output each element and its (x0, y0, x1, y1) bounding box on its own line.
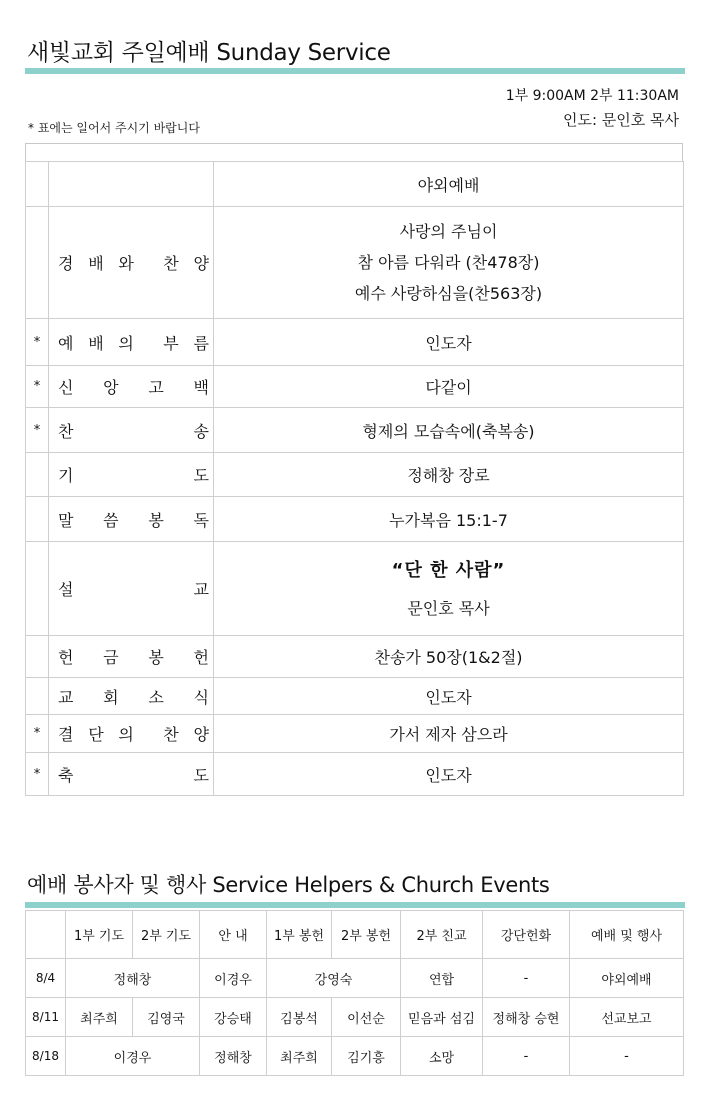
order-row (26, 497, 684, 542)
order-item-content (214, 207, 684, 319)
pastor-label: 인도: 문인호 목사 (562, 111, 679, 129)
order-header-label: 야외예배 (214, 162, 684, 207)
order-row (26, 319, 684, 366)
standing-mark (26, 497, 49, 542)
order-row (26, 366, 684, 408)
order-item-name: 예 배 의 부 름 (49, 319, 214, 366)
standing-mark: * (26, 753, 49, 796)
standing-mark (26, 207, 49, 319)
order-item-content: 인도자 (214, 319, 684, 366)
standing-mark: * (26, 366, 49, 408)
table-row: 8/18 이경우 정해창 최주희 김기흥 소망 - - (26, 1037, 684, 1076)
table-top-strip (25, 143, 683, 161)
order-item-content: 인도자 (214, 753, 684, 796)
column-header: 2부 봉헌 (332, 911, 401, 959)
order-item-content: 다같이 (214, 366, 684, 408)
standing-mark (26, 678, 49, 715)
order-item-name: 찬 송 (49, 408, 214, 453)
order-item-content: 찬송가 50장(1&2절) (214, 636, 684, 678)
order-item-name: 경 배 와 찬 양 (49, 207, 214, 319)
order-item-content: 가서 제자 삼으라 (214, 715, 684, 753)
order-of-service-table (25, 161, 684, 796)
standing-mark (26, 636, 49, 678)
order-item-name: 결 단 의 찬 양 (49, 715, 214, 753)
row-date: 8/18 (26, 1037, 66, 1076)
hymn-line: 참 아름 다워라 (찬478장) (357, 253, 540, 272)
order-item-name: 축 도 (49, 753, 214, 796)
title-divider (25, 68, 685, 74)
hymn-line: 사랑의 주님이 (399, 222, 498, 241)
standing-mark (26, 542, 49, 636)
column-header: 2부 기도 (133, 911, 200, 959)
order-item-content: 누가복음 15:1-7 (214, 497, 684, 542)
table-row: 8/11 최주희 김영국 강승태 김봉석 이선순 믿음과 섬김 정해창 승현 선교보고 (26, 998, 684, 1037)
order-item-name: 교 회 소 식 (49, 678, 214, 715)
order-item-name: 헌 금 봉 헌 (49, 636, 214, 678)
order-row (26, 715, 684, 753)
preacher: 문인호 목사 (407, 598, 490, 618)
order-row (26, 678, 684, 715)
standing-mark: * (26, 319, 49, 366)
order-item-name: 기 도 (49, 453, 214, 497)
column-header: 1부 봉헌 (267, 911, 332, 959)
order-row (26, 753, 684, 796)
column-header: 예배 및 행사 (570, 911, 684, 959)
order-item-content: 인도자 (214, 678, 684, 715)
order-item-name: 말 씀 봉 독 (49, 497, 214, 542)
order-item-content: 정해창 장로 (214, 453, 684, 497)
helpers-divider (25, 902, 685, 908)
bulletin-title: 새빛교회 주일예배 Sunday Service (27, 40, 391, 66)
service-times: 1부 9:00AM 2부 11:30AM (505, 88, 679, 104)
standing-mark (26, 453, 49, 497)
order-row (26, 408, 684, 453)
row-date: 8/4 (26, 959, 66, 998)
helpers-title: 예배 봉사자 및 행사 Service Helpers & Church Events (27, 873, 550, 897)
standing-mark: * (26, 715, 49, 753)
sermon-title: “단 한 사람” (391, 559, 506, 581)
hymn-line: 예수 사랑하심을(찬563장) (354, 284, 543, 303)
order-row (26, 207, 684, 319)
column-header: 2부 친교 (401, 911, 483, 959)
table-row: 8/4 정해창 이경우 강영숙 연합 - 야외예배 (26, 959, 684, 998)
order-row (26, 453, 684, 497)
order-header-row (26, 162, 684, 207)
helpers-header-row (26, 911, 684, 959)
order-item-name: 설 교 (49, 542, 214, 636)
order-item-name: 신 앙 고 백 (49, 366, 214, 408)
order-row (26, 542, 684, 636)
order-row (26, 636, 684, 678)
standing-note: * 표에는 일어서 주시기 바랍니다 (28, 121, 200, 135)
order-item-content: 형제의 모습속에(축복송) (214, 408, 684, 453)
helpers-table (25, 910, 684, 1076)
standing-mark: * (26, 408, 49, 453)
column-header: 안 내 (200, 911, 267, 959)
row-date: 8/11 (26, 998, 66, 1037)
order-item-content (214, 542, 684, 636)
column-header: 1부 기도 (66, 911, 133, 959)
column-header: 강단헌화 (483, 911, 570, 959)
